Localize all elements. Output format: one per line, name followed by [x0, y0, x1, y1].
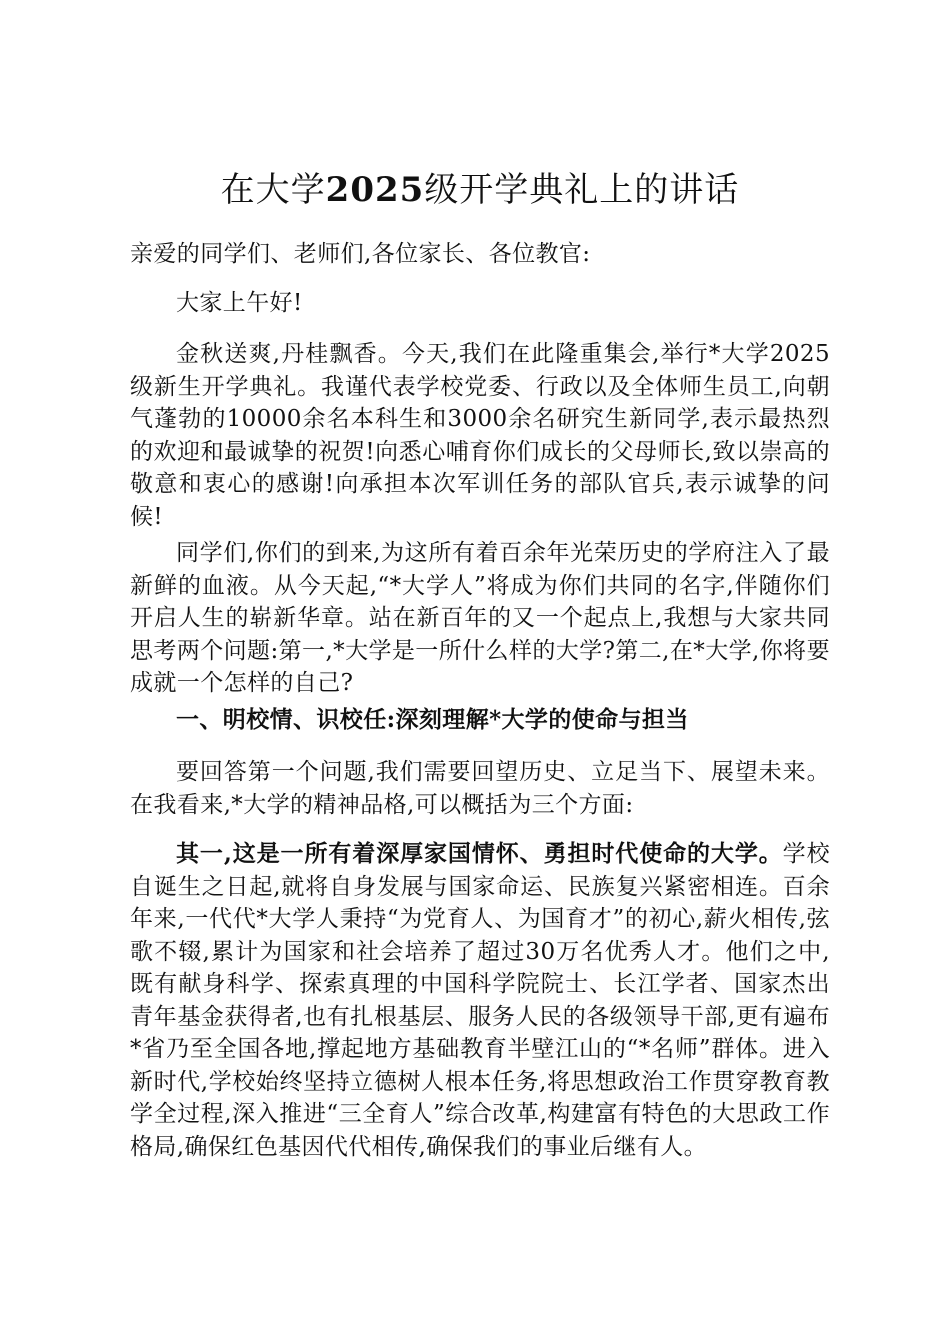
paragraph-4-body: 学校自诞生之日起,就将自身发展与国家命运、民族复兴紧密相连。百余年来,一代代*大学人秉持“为党育人、为国育才”的初心,薪火相传,弦歌不辍,累计为国家和社会培养了超过30万名优秀人才。他们之中,既有献身科学、探索真理的中国科学院院士、长江学者、国家杰出青年基金获得者,也有扎根基层、服务人民的各级领导干部,更有遍布*省乃至全国各地,撑起地方基础教育半壁江山的“*名师”群体。进入新时代,学校始终坚持立德树人根本任务,将思想政治工作贯穿教育教学全过程,深入推进“三全育人”综合改革,构建富有特色的大思政工作格局,确保红色基因代代相传,确保我们的事业后继有人。: [130, 841, 830, 1160]
paragraph-1: 金秋送爽,丹桂飘香。今天,我们在此隆重集会,举行*大学2025级新生开学典礼。我谨代表学校党委、行政以及全体师生员工,向朝气蓬勃的10000余名本科生和3000余名研究生新同学,表示最热烈的欢迎和最诚挚的祝贺!向悉心哺育你们成长的父母师长,致以崇高的敬意和衷心的感谢!向承担本次军训任务的部队官兵,表示诚挚的问候!: [130, 341, 830, 530]
title-year: 2025: [325, 170, 425, 210]
document-title: [130, 166, 830, 214]
title-suffix: 级开学典礼上的讲话: [424, 170, 740, 210]
greeting: 大家上午好!: [176, 290, 303, 316]
section-heading-1: 一、明校情、识校任:深刻理解*大学的使命与担当: [176, 706, 689, 733]
title-prefix: 在大学: [220, 170, 326, 210]
paragraph-4-lead: 其一,这是一所有着深厚家国情怀、勇担时代使命的大学。: [176, 840, 783, 867]
salutation: 亲爱的同学们、老师们,各位家长、各位教官:: [130, 241, 591, 267]
paragraph-4: [130, 838, 830, 1163]
paragraph-2: 同学们,你们的到来,为这所有着百余年光荣历史的学府注入了最新鲜的血液。从今天起,“*大学人”将成为你们共同的名字,伴随你们开启人生的崭新华章。站在新百年的又一个起点上,我想与大家共同思考两个问题:第一,*大学是一所什么样的大学?第二,在*大学,你将要成就一个怎样的自己?: [130, 540, 830, 696]
paragraph-3: 要回答第一个问题,我们需要回望历史、立足当下、展望未来。在我看来,*大学的精神品格,可以概括为三个方面:: [130, 759, 830, 818]
